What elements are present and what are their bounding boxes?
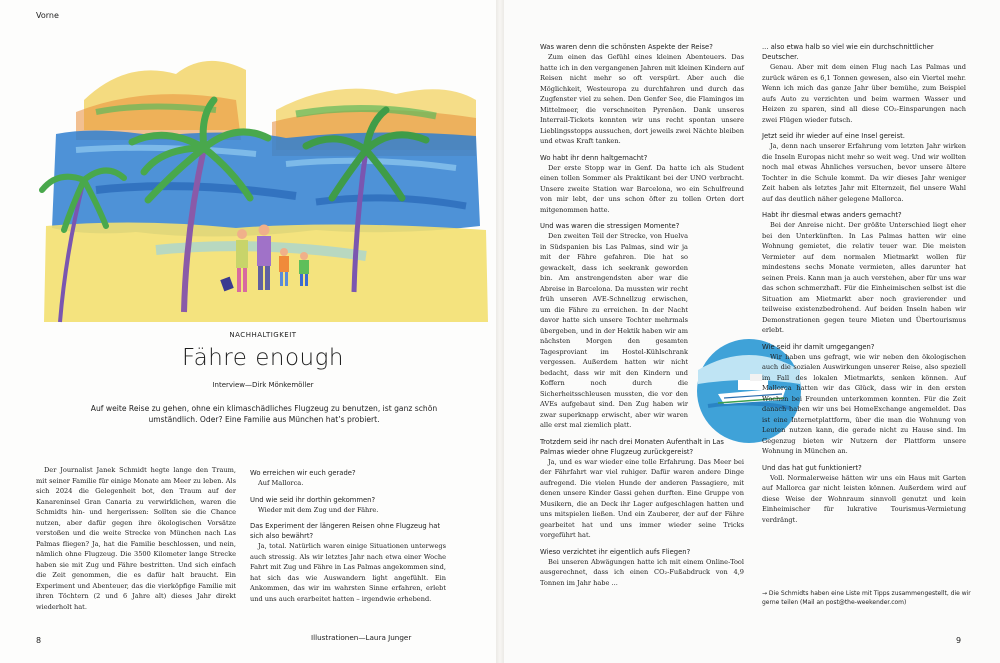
question: Wie seid ihr damit umgegangen? xyxy=(762,342,875,351)
question: Das Experiment der längeren Reisen ohne Flugzeug hat sich also bewährt? xyxy=(250,522,441,540)
question: Wo erreichen wir euch gerade? xyxy=(250,469,356,477)
question: Jetzt seid ihr wieder auf eine Insel gereist. xyxy=(762,132,905,140)
question: Was waren denn die schönsten Aspekte der Reise? xyxy=(540,43,713,51)
answer: Voll. Normalerweise hätten wir uns ein Haus mit Garten auf Mallorca gar nicht leisten können. Außerdem wird auf diese Weise der Wohnraum sinnvoll genutzt und kein Einheimischer für lukrative Tourismus-Vermietung verdrängt. xyxy=(762,473,966,524)
question: Trotzdem seid ihr nach drei Monaten Aufenthalt in Las Palmas wieder ohne Flugzeug zurückgereist? xyxy=(540,437,724,456)
answer: Bei der Anreise nicht. Der größte Unterschied liegt eher bei den Unterkünften. In Las Palmas hatten wir eine Wohnung gemietet, die relativ teuer war. Die meisten Vermieter auf dem normalen Mietmarkt wollen für mindestens sechs Monate vermieten, alles darunter hat seinen Preis. Kann man ja auch verstehen, aber für uns war das schon schmerzhaft. Für die Einheimischen selbst ist die Situation am Mietmarkt aber noch gravierender und teilweise existenzbedrohend. Auf beiden Inseln haben wir Demonstrationen gegen teure Mieten und Übertourismus erlebt. xyxy=(762,221,966,334)
page-number-left: 8 xyxy=(36,636,42,645)
question: Habt ihr diesmal etwas anders gemacht? xyxy=(762,211,902,219)
text-column-4 xyxy=(762,42,966,525)
tips-note: → Die Schmidts haben eine Liste mit Tipps zusammengestellt, die wir gerne teilen (Mail an post@the-weekender.com) xyxy=(762,590,971,606)
gutter xyxy=(496,0,504,663)
answer: Den zweiten Teil der Strecke, von Huelva in Südspanien bis Las Palmas, sind wir ja mit der Fähre gefahren. Die hat so gewackelt, dass ich seekrank geworden bin. Am anstrengendsten aber war die Abreise in Barcelona. Da mussten wir recht früh unseren AVE-Schnellzug erwischen, um die Fähre zu erreichen. In der Nacht davor hatte sich unsere Tochter mehrmals übergeben, und in der Hektik haben wir am nächsten Morgen den gesamten Tagesproviant im Hostel-Kühlschrank vergessen. Außerdem hatten wir nicht bedacht, dass wir mit den Kindern und Koffern noch durch die Sicherheitsschleusen mussten, die vor den AVEs aufgebaut sind. Den Zug haben wir zwar superknapp erwischt, aber wir waren alle erst mal ziemlich platt. xyxy=(540,232,688,429)
article-byline: Interview—Dirk Mönkemöller xyxy=(212,381,314,389)
section-label: Vorne xyxy=(36,11,59,20)
answer: Ja, denn nach unserer Erfahrung vom letzten Jahr wirken die Inseln Europas nicht mehr so weit weg. Und wir wollten noch mal etwas Ähnliches versuchen, bevor unsere ältere Tochter in die Schule kommt. Da wir dieses Jahr weniger Zeit haben als letztes Jahr mit Elternzeit, fiel unsere Wahl auf das deutlich näher gelegene Mallorca. xyxy=(762,142,966,203)
article-rubric: NACHHALTIGKEIT xyxy=(229,331,297,339)
answer: Zum einen das Gefühl eines kleinen Abenteuers. Das hatte ich in den vergangenen Jahren mit kleinen Kindern auf Reisen nicht mehr so oft verspürt. Aber auch die Möglichkeit, Westeuropa zu durchfahren und durch das Zugfenster viel zu sehen. Den Genfer See, die Flamingos im Mittelmeer, die verschneiten Pyrenäen. Dank unseres Interrail-Tickets konnten wir uns recht spontan unsere Lieblingsstopps aussuchen, dort jeweils zwei Nächte bleiben und etwas Kraft tanken. xyxy=(540,53,744,145)
text-column-1 xyxy=(36,465,236,612)
answer: Wir haben uns gefragt, wie wir neben den ökologischen auch die sozialen Auswirkungen unserer Reise, also speziell im Fall des lokalen Mietmarkts, senken können. Auf Mallorca hatten wir das Glück, dass wir in den ersten Wochen bei Freunden unterkommen konnten. Für die Zeit danach haben wir uns bei HomeExchange angemeldet. Das ist eine Internetplattform, über die man die Wohnung von Leuten nutzen kann, die gerade nicht zu Hause sind. Im Gegenzug bieten wir Nutzern der Plattform unsere Wohnung in München an. xyxy=(762,352,966,455)
illustration-credit: Illustrationen—Laura Junger xyxy=(311,633,412,642)
article-lede: Auf weite Reise zu gehen, ohne ein klimaschädliches Flugzeug zu benutzen, ist ganz schön umständlich. Oder? Eine Familie aus München hat’s probiert. xyxy=(90,404,438,424)
text-column-3 xyxy=(540,42,744,588)
answer: Ja, und es war wieder eine tolle Erfahrung. Das Meer bei der Fährfahrt war viel ruhiger. Dafür waren andere Dinge aufregend. Die vielen Hunde der anderen Passagiere, mit denen unsere Kinder Gassi gehen durften. Eine Gruppe von Musikern, die an Deck ihr Lager aufgeschlagen hatten und uns mitspielen ließen. Und ein Zauberer, der auf der Fähre gearbeitet hat und uns immer wieder seine Tricks vorgeführt hat. xyxy=(540,457,744,539)
left-page xyxy=(0,0,496,663)
question: Und was waren die stressigen Momente? xyxy=(540,222,680,230)
question: Wo habt ihr denn haltgemacht? xyxy=(540,153,648,162)
beach-illustration xyxy=(36,30,490,326)
answer: Bei unseren Abwägungen hatte ich mit einem Online-Tool ausgerechnet, dass ich einen CO₂-Fußabdruck von 4,9 Tonnen im Jahr habe ... xyxy=(540,557,744,587)
answer: Wieder mit dem Zug und der Fähre. xyxy=(258,505,379,514)
page-number-right: 9 xyxy=(956,636,962,645)
text-column-2 xyxy=(250,468,446,604)
question: Wieso verzichtet ihr eigentlich aufs Fliegen? xyxy=(540,547,691,556)
article-title: Fähre enough xyxy=(182,345,344,371)
answer: Auf Mallorca. xyxy=(258,479,304,487)
answer: Genau. Aber mit dem einen Flug nach Las Palmas und zurück wären es 6,1 Tonnen gewesen, also ein Viertel mehr. Wenn ich mich das ganze Jahr über bemühe, zum Beispiel aufs Auto zu verzichten und beim warmen Wasser und Heizen zu sparen, sind all diese CO₂-Einsparungen nach zwei Flügen wieder futsch. xyxy=(762,63,966,124)
question: Und wie seid ihr dorthin gekommen? xyxy=(250,495,376,504)
intro-paragraph: Der Journalist Janek Schmidt hegte lange den Traum, mit seiner Familie für einige Monate am Meer zu leben. Als sich 2024 die Gelegenheit bot, den Traum auf der Kanareninsel Gran Canaria zu verwirklichen, waren die Schmidts hin- und hergerissen: Sollten sie die Chance nutzen, aber dafür gegen ihre ökologischen Vorsätze verstoßen und die weite Strecke von München nach Las Palmas fliegen? Ja, hat die Familie beschlossen, und nein, nämlich ohne Flugzeug. Die 3500 Kilometer lange Strecke haben sie mit Zug und Fähre bestritten. Und sich einfach die Zeit genommen, die es dafür halt braucht. Ein Experiment und Abenteuer, das die vierköpfige Familie mit ihren Töchtern (2 und 6 Jahre alt) dieses Jahr direkt wiederholt hat. xyxy=(36,466,236,611)
answer: Der erste Stopp war in Genf. Da hatte ich als Student einen tollen Sommer als Praktikant bei der UNO verbracht. Unsere zweite Station war Barcelona, wo ein Schulfreund von mir lebt, der uns schon öfter zu tollen Orten dort mitgenommen hatte. xyxy=(540,163,744,214)
question: Und das hat gut funktioniert? xyxy=(762,463,862,472)
question: ... also etwa halb so viel wie ein durchschnittlicher Deutscher. xyxy=(762,43,934,61)
answer: Ja, total. Natürlich waren einige Situationen unterwegs auch stressig. Als wir letztes Jahr nach etwa einer Woche Fahrt mit Zug und Fähre in Las Palmas angekommen sind, hat sich das wie Auswandern light angefühlt. Ein Ankommen, das wir im wahrsten Sinne erfahren, erlebt und uns auch erarbeitet hatten – irgendwie erhebend. xyxy=(250,542,446,603)
